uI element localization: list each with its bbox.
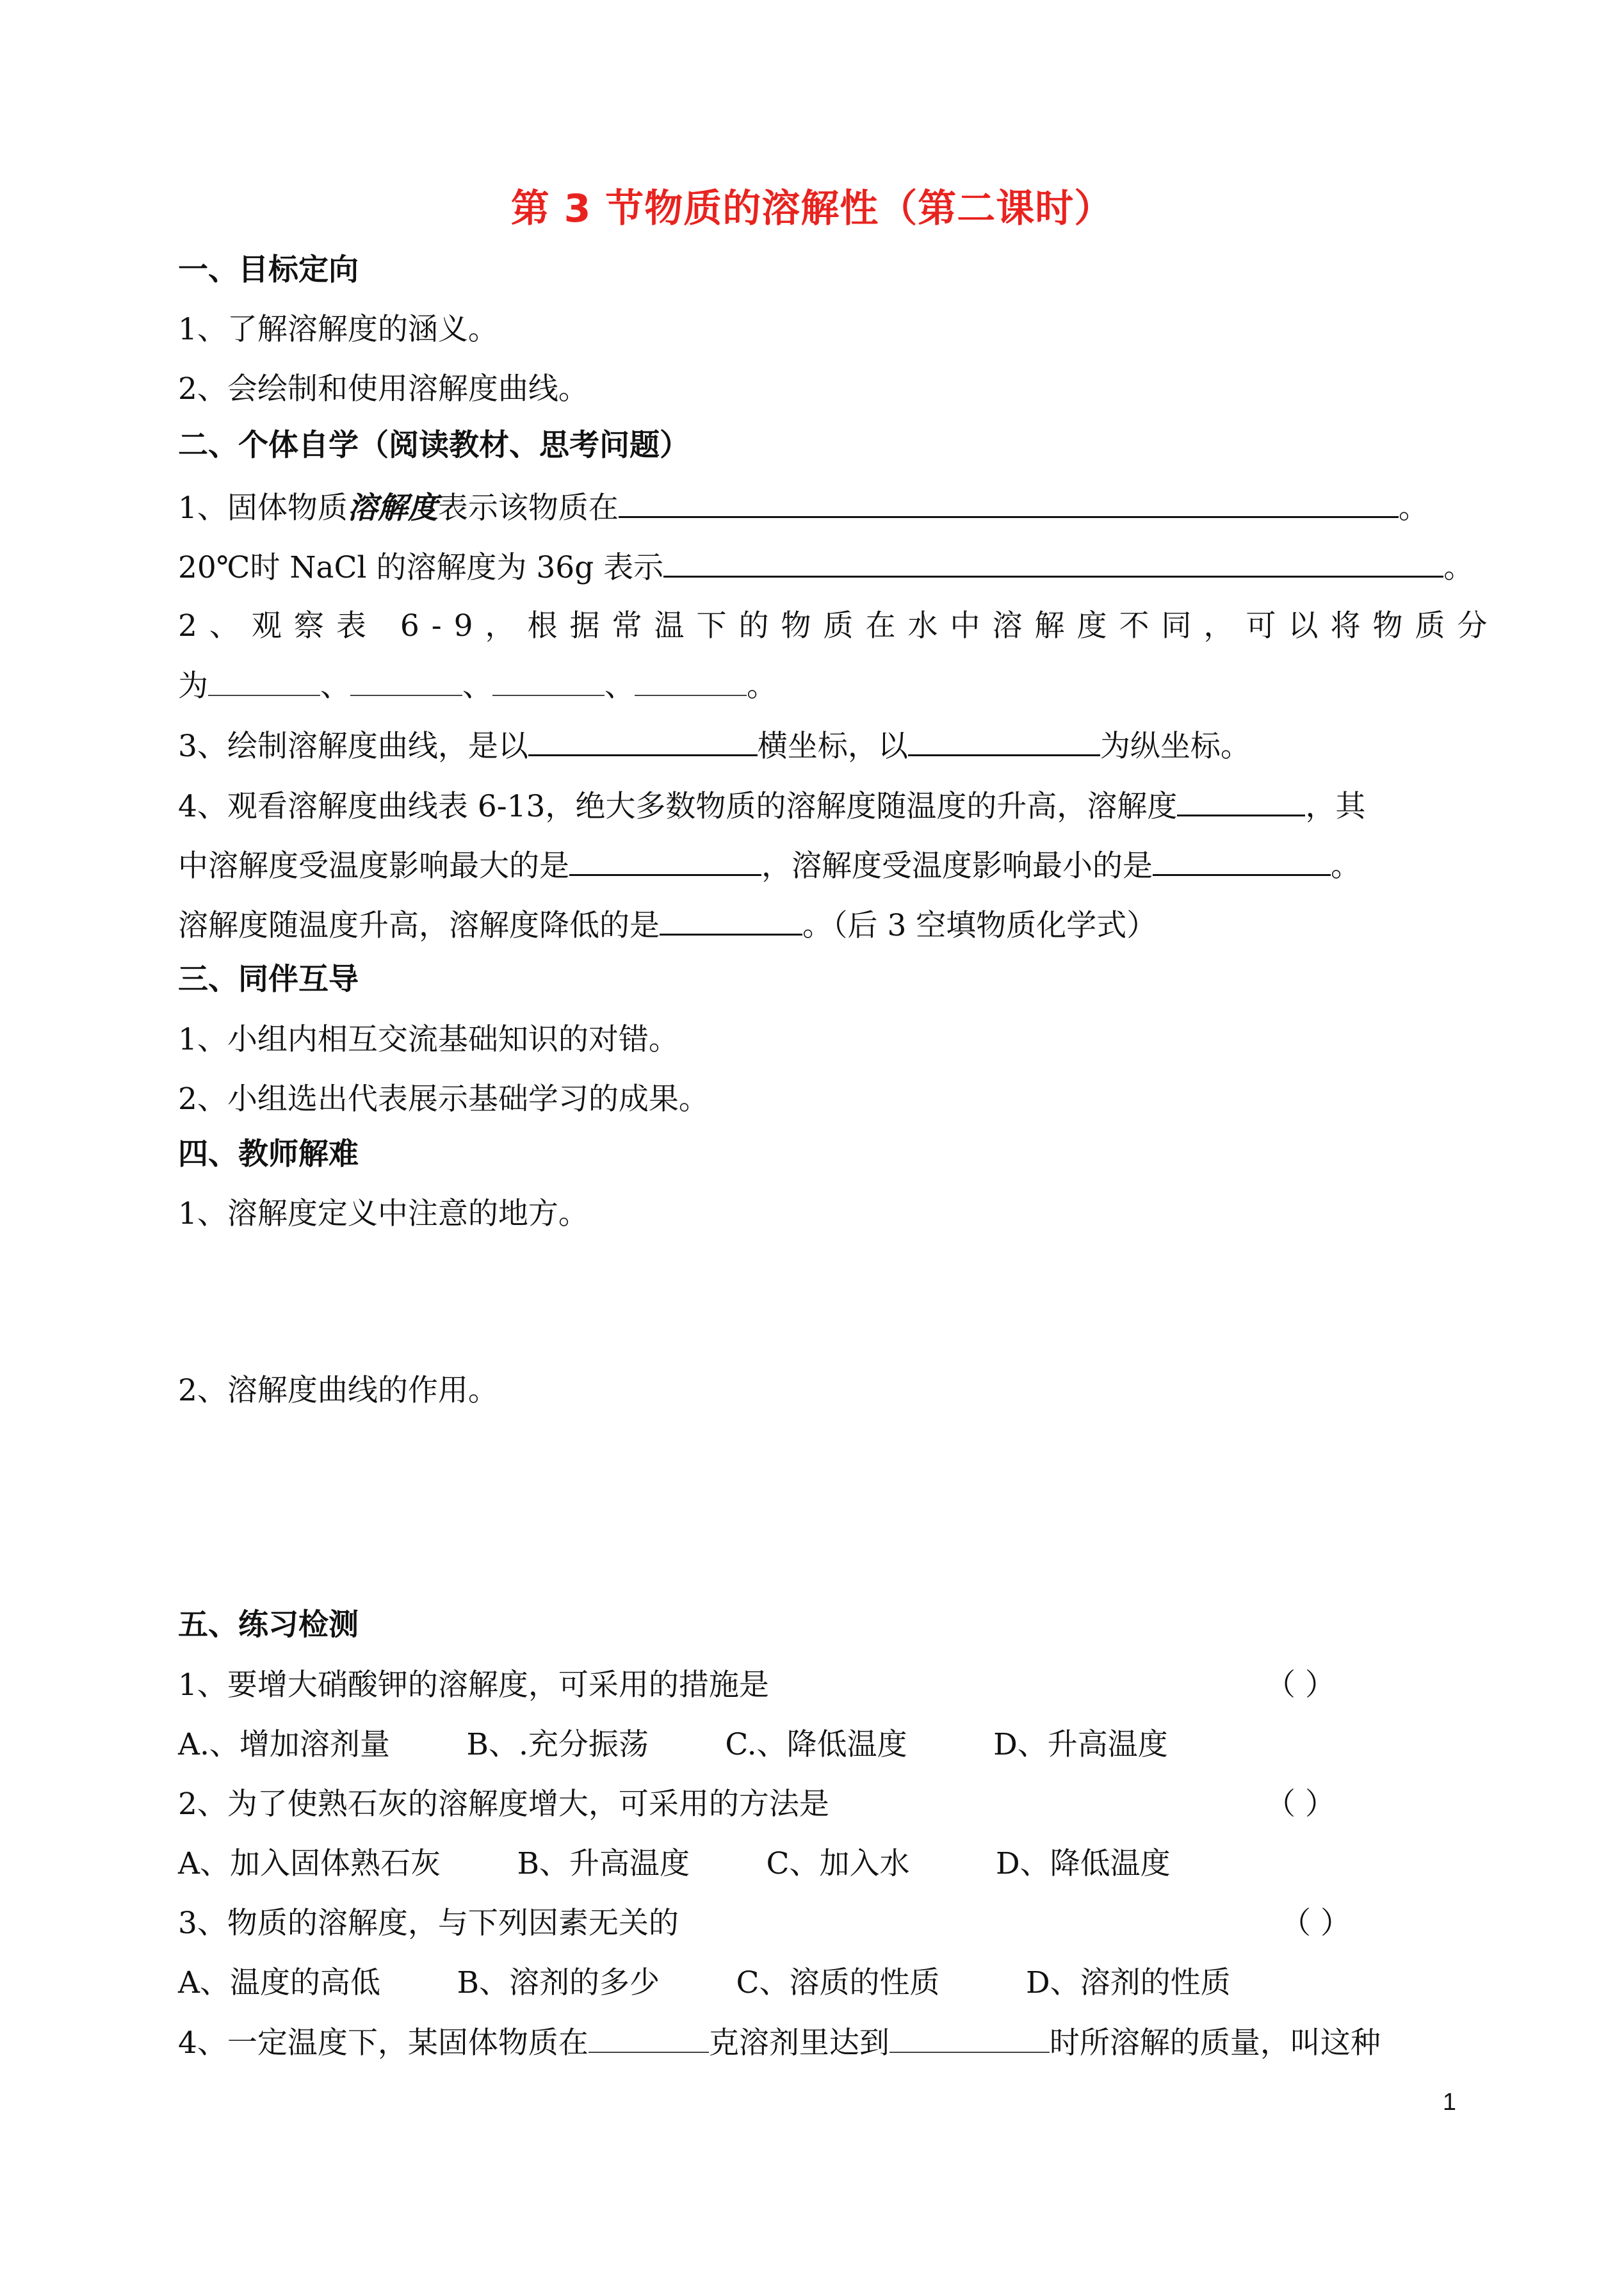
s2-q1a-post: 表示该物质在 [437,491,619,526]
s2-q2b [178,667,777,706]
answer-parentheses[interactable]: （ ） [1265,1787,1335,1822]
fill-blank[interactable] [660,905,802,936]
separator: 、 [320,669,350,704]
s2-q4b-pre: 中溶解度受温度影响最大的是 [178,848,569,884]
s2-q4b-mid: ，溶解度受温度影响最小的是 [761,848,1153,884]
s2-q4a-pre: 4、观看溶解度曲线表 6-13，绝大多数物质的溶解度随温度的升高，溶解度 [178,789,1178,824]
s4-item-1: 1、溶解度定义中注意的地方。 [178,1196,589,1231]
s5-q4-end: 时所溶解的质量，叫这种 [1049,2025,1381,2061]
s2-q1b-pre: 20℃时 NaCl 的溶解度为 36g 表示 [178,550,664,585]
fill-blank[interactable] [208,667,320,696]
s5-q1-options: A.、增加溶剂量 B、.充分振荡 C.、降低温度 D、升高温度 [178,1727,1168,1762]
fill-blank[interactable] [492,667,605,696]
fill-blank[interactable] [619,488,1399,518]
separator: 、 [605,669,635,704]
s2-q4c [178,905,1157,945]
fill-blank[interactable] [908,726,1100,756]
s1-item-2: 2、会绘制和使用溶解度曲线。 [178,371,589,407]
s5-q1: 1、要增大硝酸钾的溶解度，可采用的措施是 [178,1667,769,1703]
separator: 、 [462,669,492,704]
s5-q2-options: A、加入固体熟石灰 B、升高温度 C、加入水 D、降低温度 [178,1846,1171,1881]
s2-q4c-pre: 溶解度随温度升高，溶解度降低的是 [178,908,660,943]
s2-q2a: 2、观察表 6-9，根据常温下的物质在水中溶解度不同，可以将物质分 [178,608,1500,644]
s2-q4a-end: ，其 [1305,789,1366,824]
s2-q2b-end: 。 [747,669,777,704]
section-4-heading: 四、教师解难 [178,1137,359,1172]
s5-q3: 3、物质的溶解度，与下列因素无关的 [178,1906,679,1941]
s2-q1a-emphasis: 溶解度 [347,491,438,526]
s2-q4a [178,786,1365,826]
s5-q4 [178,2023,1381,2063]
s5-q4-pre: 4、一定温度下，某固体物质在 [178,2025,589,2061]
s2-q3 [178,726,1251,766]
answer-parentheses[interactable]: （ ） [1281,1906,1351,1941]
s2-q4b-end: 。 [1331,848,1361,884]
section-2-heading: 二、个体自学（阅读教材、思考问题） [178,428,690,463]
s2-q2b-pre: 为 [178,669,208,704]
fill-blank[interactable] [1153,846,1331,876]
s2-q4c-end: 。（后 3 空填物质化学式） [802,908,1157,943]
s2-q3-end: 为纵坐标。 [1100,729,1251,764]
s2-q4b [178,846,1361,886]
page-number: 1 [1442,2089,1456,2116]
s3-item-2: 2、小组选出代表展示基础学习的成果。 [178,1082,709,1117]
fill-blank[interactable] [889,2023,1050,2053]
s5-q3-options: A、温度的高低 B、溶剂的多少 C、溶质的性质 D、溶剂的性质 [178,1965,1231,2000]
s2-q1a [178,488,1429,528]
fill-blank[interactable] [528,726,758,756]
s5-q2: 2、为了使熟石灰的溶解度增大，可采用的方法是 [178,1787,829,1822]
page-title: 第 3 节物质的溶解性（第二课时） [510,186,1114,231]
s2-q1a-pre: 1、固体物质 [178,491,348,526]
s2-q3-mid: 横坐标，以 [757,729,908,764]
fill-blank[interactable] [635,667,747,696]
s2-q1a-end: 。 [1398,491,1429,526]
s5-q4-mid: 克溶剂里达到 [708,2025,889,2061]
s3-item-1: 1、小组内相互交流基础知识的对错。 [178,1022,679,1057]
s2-q1b [178,547,1474,587]
fill-blank[interactable] [350,667,462,696]
s4-item-2: 2、溶解度曲线的作用。 [178,1373,498,1408]
answer-parentheses[interactable]: （ ） [1265,1667,1335,1703]
s2-q3-pre: 3、绘制溶解度曲线，是以 [178,729,528,764]
s2-q1b-end: 。 [1443,550,1474,585]
section-1-heading: 一、目标定向 [178,252,359,288]
fill-blank[interactable] [1177,786,1305,816]
fill-blank[interactable] [589,2023,709,2053]
fill-blank[interactable] [569,846,761,876]
section-5-heading: 五、练习检测 [178,1607,359,1642]
fill-blank[interactable] [663,547,1443,578]
s1-item-1: 1、了解溶解度的涵义。 [178,312,498,347]
section-3-heading: 三、同伴互导 [178,962,359,997]
